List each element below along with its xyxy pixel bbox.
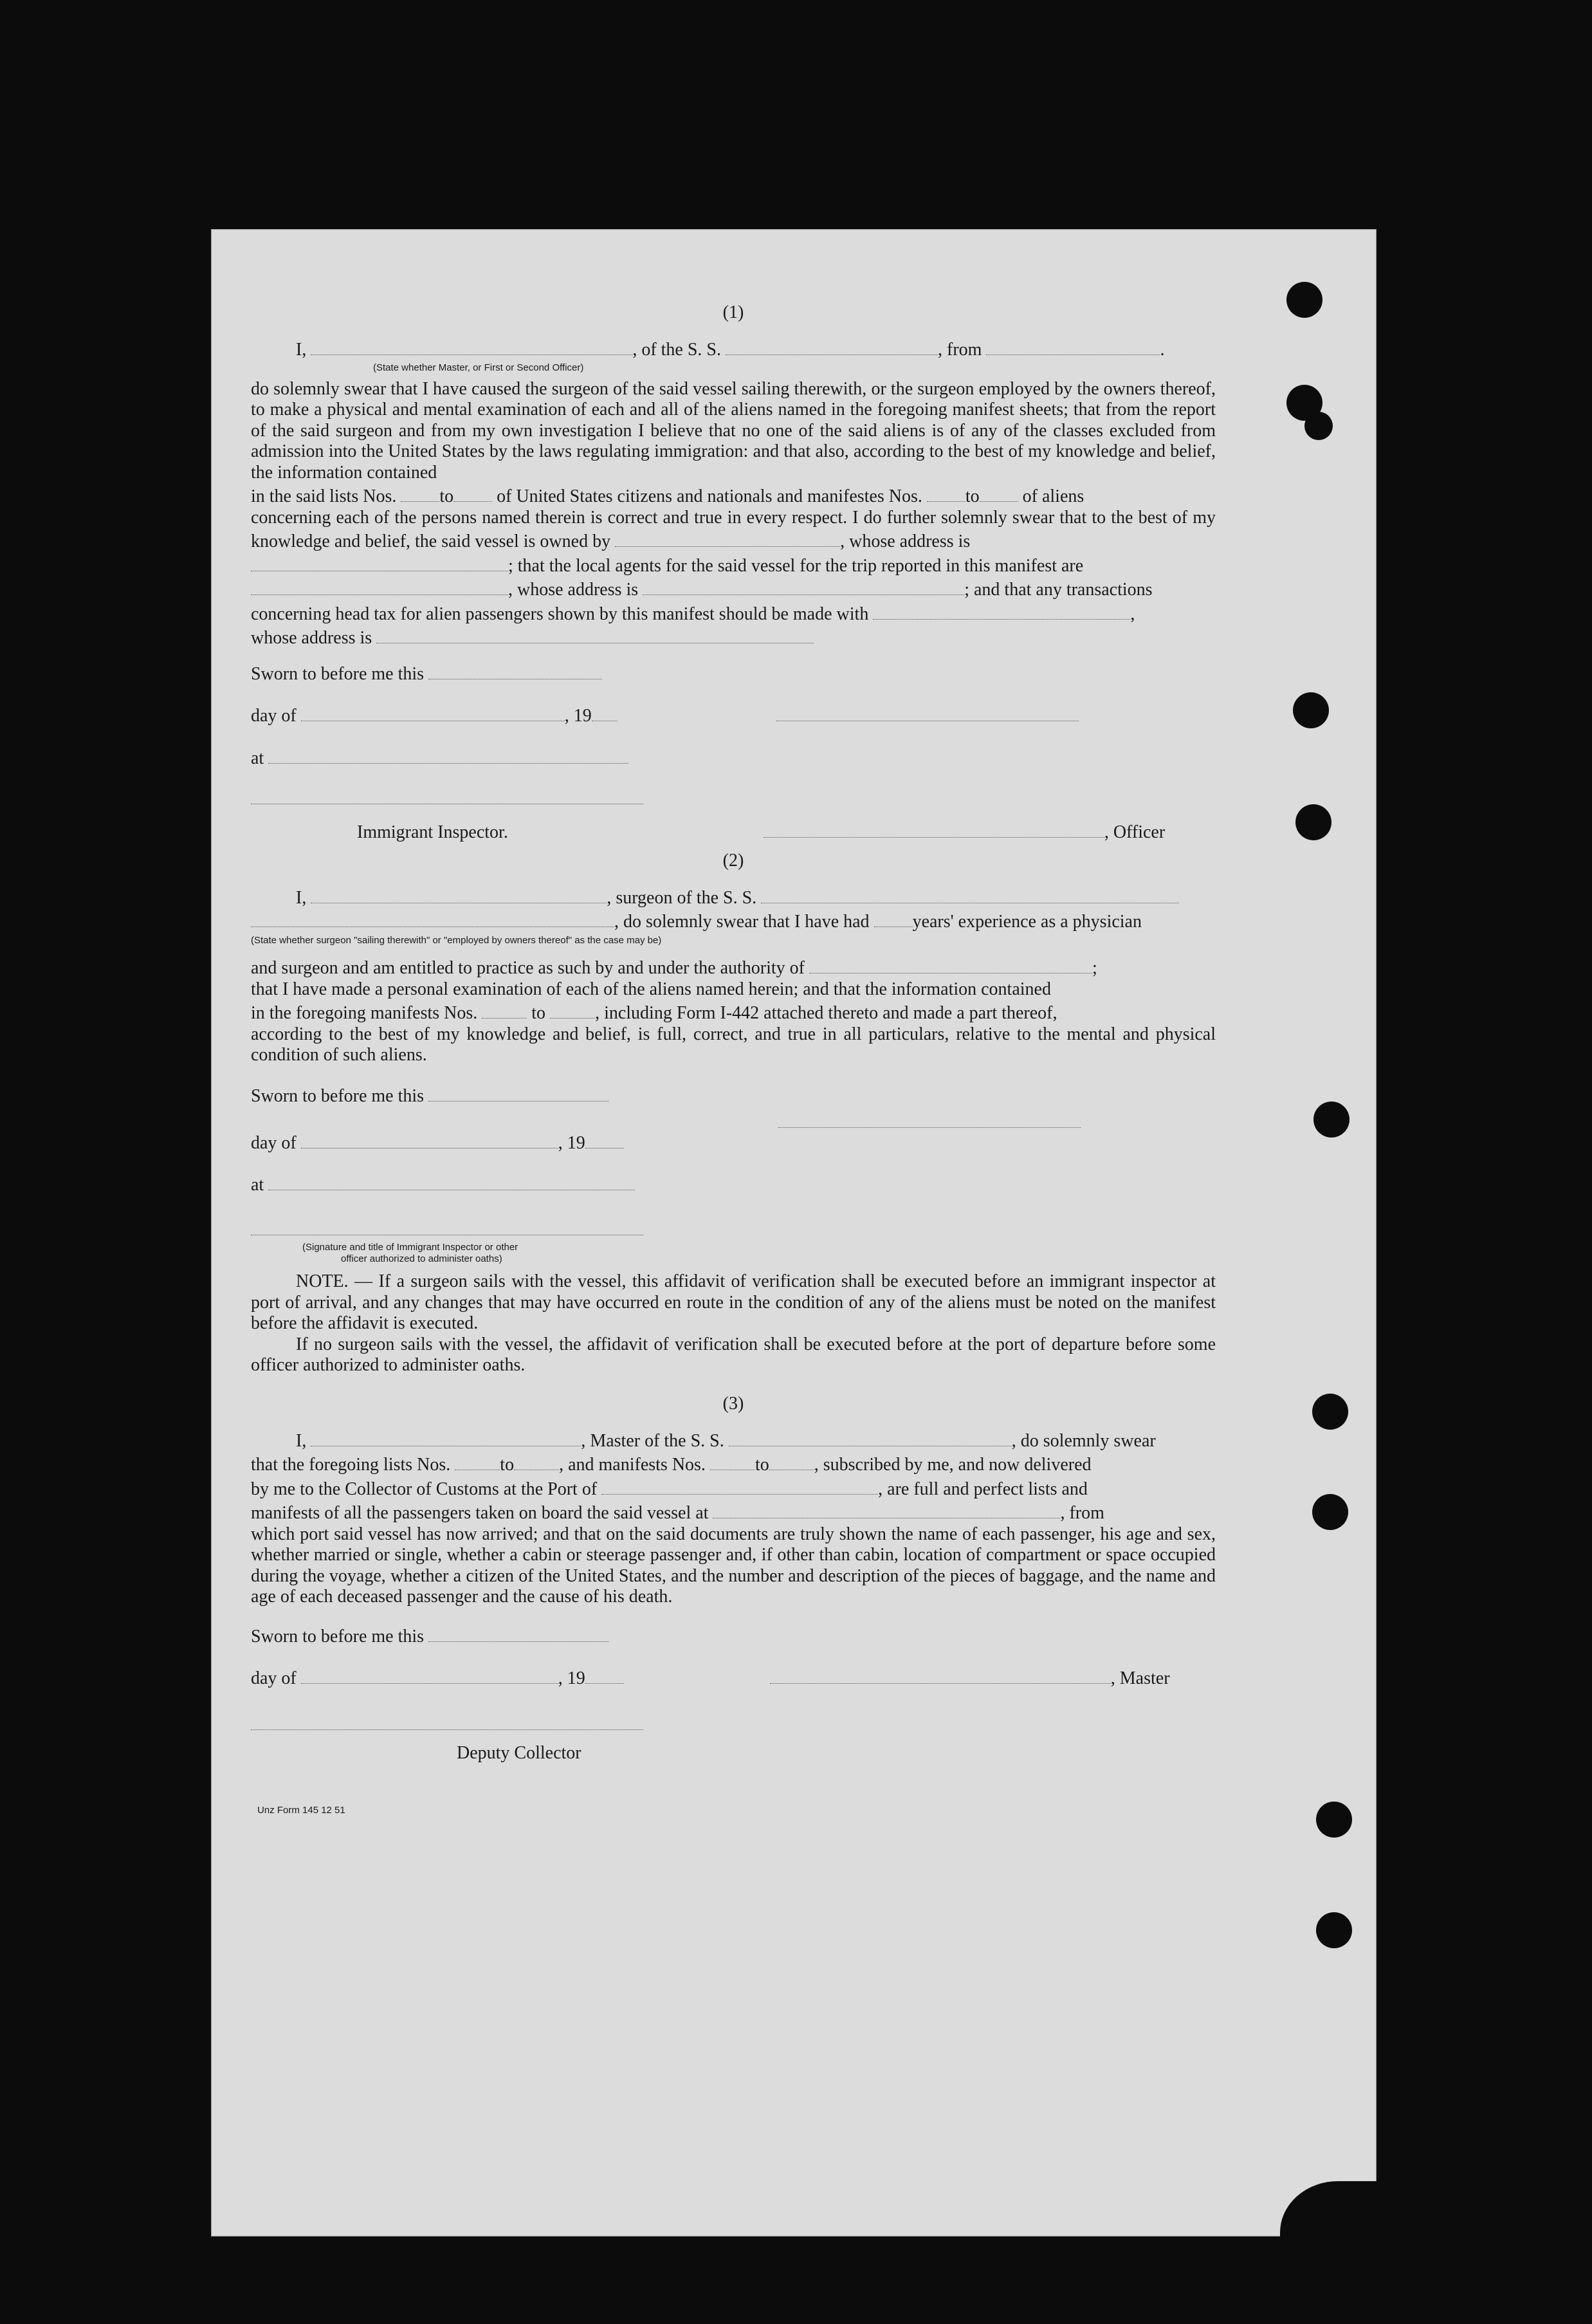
year-field[interactable] xyxy=(585,1130,624,1148)
from-port-field[interactable] xyxy=(986,337,1160,355)
manifest-from-field[interactable] xyxy=(482,1000,527,1019)
place-field[interactable] xyxy=(268,1172,635,1190)
port-line: by me to the Collector of Customs at the Port of , are full and perfect lists and xyxy=(251,1476,1216,1500)
sworn-line: Sworn to before me this xyxy=(251,661,1216,685)
list-from-field[interactable] xyxy=(401,483,439,502)
head-tax-line: concerning head tax for alien passengers shown by this manifest should be made with , xyxy=(251,601,1216,625)
master-ship-field[interactable] xyxy=(729,1428,1012,1446)
punch-hole xyxy=(1304,412,1333,440)
oath-paragraph: do solemnly swear that I have caused the surgeon of the said vessel sailing therewith, or the surgeon employed by the owners thereof, to make a physical and mental examination of each and all of the aliens named in the foregoing manifest sheets; that from the report of the said surgeon and from my own investigation I believe that no one of the said aliens is of any of the classes excluded from admission into the United States by the laws regulating immigration: and that also, according to the best of my knowledge and belief, the information contained xyxy=(251,378,1216,483)
section-1 xyxy=(251,302,1216,843)
section-number: (3) xyxy=(722,1394,744,1414)
punch-hole xyxy=(1295,804,1331,840)
year-field[interactable] xyxy=(585,1665,624,1684)
officer-name-field[interactable] xyxy=(311,337,632,355)
years-field[interactable] xyxy=(874,908,913,927)
oath-paragraph: concerning each of the persons named therein is correct and true in every respect. I do further solemnly swear that to the best of my knowledge and belief, the said vessel is owned by , whose address is xyxy=(251,507,1216,551)
manifest-to-field[interactable] xyxy=(769,1452,814,1470)
surgeon-name-field[interactable] xyxy=(311,885,607,903)
oath-header-line: I, , of the S. S. , from . xyxy=(251,337,1216,361)
collector-sig-line xyxy=(251,1711,1216,1736)
punch-hole xyxy=(1316,1802,1352,1838)
manifest-from-field[interactable] xyxy=(710,1452,755,1470)
surgeon-ship-field[interactable] xyxy=(761,885,1179,903)
month-field[interactable] xyxy=(301,1665,558,1684)
surgeon-paragraph: that I have made a personal examination of each of the aliens named herein; and that the information contained xyxy=(251,979,1051,999)
surgeon-header-line: I, , surgeon of the S. S. xyxy=(251,885,1216,909)
section-number: (2) xyxy=(722,851,744,871)
experience-line: , do solemnly swear that I have had years' experience as a physician xyxy=(251,908,1216,933)
list-to-field[interactable] xyxy=(453,483,492,502)
head-tax-field[interactable] xyxy=(873,601,1130,620)
officer-title-field[interactable] xyxy=(764,819,1104,838)
officer-signature-field[interactable] xyxy=(776,703,1079,721)
punch-hole xyxy=(1316,1912,1352,1948)
day-of-line: day of , 19 , Master xyxy=(251,1665,1216,1690)
ship-name-field[interactable] xyxy=(726,337,938,355)
note-paragraph: NOTE. — If a surgeon sails with the vessel, this affidavit of verification shall be executed before an immigrant inspector at port of arrival, and any changes that may have occurred en route in the condition of any of the aliens must be noted on the manifest before the affidavit is executed. xyxy=(251,1271,1216,1333)
lists-line: in the said lists Nos. to of United States citizens and nationals and manifestes Nos. to of aliens xyxy=(251,483,1216,508)
month-field[interactable] xyxy=(301,1130,558,1148)
punch-hole xyxy=(1313,1102,1350,1138)
field-caption: (State whether surgeon "sailing therewith" or "employed by owners thereof" as the case may be) xyxy=(251,934,662,946)
sworn-line: Sworn to before me this xyxy=(251,1623,1216,1648)
owner-address-field[interactable] xyxy=(251,553,508,571)
punch-hole xyxy=(1286,282,1322,318)
place-field[interactable] xyxy=(268,745,628,764)
embark-port-field[interactable] xyxy=(713,1500,1060,1518)
form-number: Unz Form 145 12 51 xyxy=(257,1805,345,1816)
sworn-line: Sworn to before me this xyxy=(251,1083,1216,1107)
month-field[interactable] xyxy=(301,703,565,721)
day-of-line: day of , 19 xyxy=(251,1130,1216,1154)
inspector-signature-field[interactable] xyxy=(251,1217,643,1235)
inspector-sig-line xyxy=(251,786,1216,810)
note-paragraph: If no surgeon sails with the vessel, the affidavit of verification shall be executed before at the port of departure before some officer authorized to administer oaths. xyxy=(251,1334,1216,1375)
master-name-field[interactable] xyxy=(311,1428,581,1446)
section-3 xyxy=(251,1394,1216,1764)
address-line: whose address is xyxy=(251,625,1216,649)
at-line: at xyxy=(251,745,1216,770)
lists-line: that the foregoing lists Nos. to , and manifests Nos. to , subscribed by me, and now delivered xyxy=(251,1452,1216,1476)
section-2 xyxy=(251,851,1216,1376)
year-field[interactable] xyxy=(592,703,618,721)
boarded-line: manifests of all the passengers taken on board the said vessel at , from xyxy=(251,1500,1216,1524)
agent-field[interactable] xyxy=(251,576,508,595)
punch-hole xyxy=(1312,1394,1348,1430)
inspector-signature-field[interactable] xyxy=(251,786,643,804)
day-of-line: day of , 19 xyxy=(251,703,1216,727)
head-tax-address-field[interactable] xyxy=(376,625,814,643)
owner-field[interactable] xyxy=(615,528,840,547)
field-caption: (State whether Master, or First or Second Officer) xyxy=(373,362,584,373)
manifest-from-field[interactable] xyxy=(927,483,965,502)
port-field[interactable] xyxy=(601,1476,878,1495)
signature-labels: Immigrant Inspector. , Officer xyxy=(251,819,1216,844)
agent-address-field[interactable] xyxy=(643,576,964,595)
authority-field[interactable] xyxy=(809,955,1092,973)
surgeon-type-field[interactable] xyxy=(251,908,614,927)
authority-line: and surgeon and am entitled to practice as such by and under the authority of ; xyxy=(251,955,1216,979)
punch-hole xyxy=(1312,1494,1348,1530)
manifest-to-field[interactable] xyxy=(550,1000,595,1019)
master-paragraph: which port said vessel has now arrived; and that on the said documents are truly shown the name of each passenger, his age and sex, whether married or single, whether a cabin or steerage passenger and, if other than cabin, location of compartment or space occupied during the voyage, whether a citizen of the United States, and the number and description of the pieces of baggage, and the name and age of each deceased passenger and the cause of his death. xyxy=(251,1524,1216,1607)
sworn-date-field[interactable] xyxy=(428,661,602,679)
collector-label-line: Deputy Collector xyxy=(457,1743,581,1763)
surgeon-signature-field[interactable] xyxy=(778,1109,1081,1128)
agents-line: ; that the local agents for the said vessel for the trip reported in this manifest are xyxy=(251,553,1216,577)
list-to-field[interactable] xyxy=(514,1452,559,1470)
collector-signature-field[interactable] xyxy=(251,1711,643,1730)
at-line: at xyxy=(251,1172,1216,1196)
signature-caption: (Signature and title of Immigrant Inspector or other officer authorized to administer oaths) xyxy=(302,1242,518,1264)
sworn-date-field[interactable] xyxy=(428,1623,608,1642)
master-header-line: I, , Master of the S. S. , do solemnly swear xyxy=(251,1428,1216,1452)
agents-address-line: , whose address is ; and that any transactions xyxy=(251,576,1216,601)
sworn-date-field[interactable] xyxy=(428,1083,608,1102)
manifests-line: in the foregoing manifests Nos. to , including Form I-442 attached thereto and made a part thereof, xyxy=(251,1000,1216,1024)
punch-hole xyxy=(1293,692,1329,728)
manifest-to-field[interactable] xyxy=(980,483,1018,502)
section-number: (1) xyxy=(722,302,744,322)
inspector-sig-line xyxy=(251,1217,1216,1241)
master-signature-field[interactable] xyxy=(770,1665,1111,1684)
surgeon-paragraph: according to the best of my knowledge and belief, is full, correct, and true in all particulars, relative to the mental and physical condition of such aliens. xyxy=(251,1024,1216,1065)
list-from-field[interactable] xyxy=(455,1452,500,1470)
